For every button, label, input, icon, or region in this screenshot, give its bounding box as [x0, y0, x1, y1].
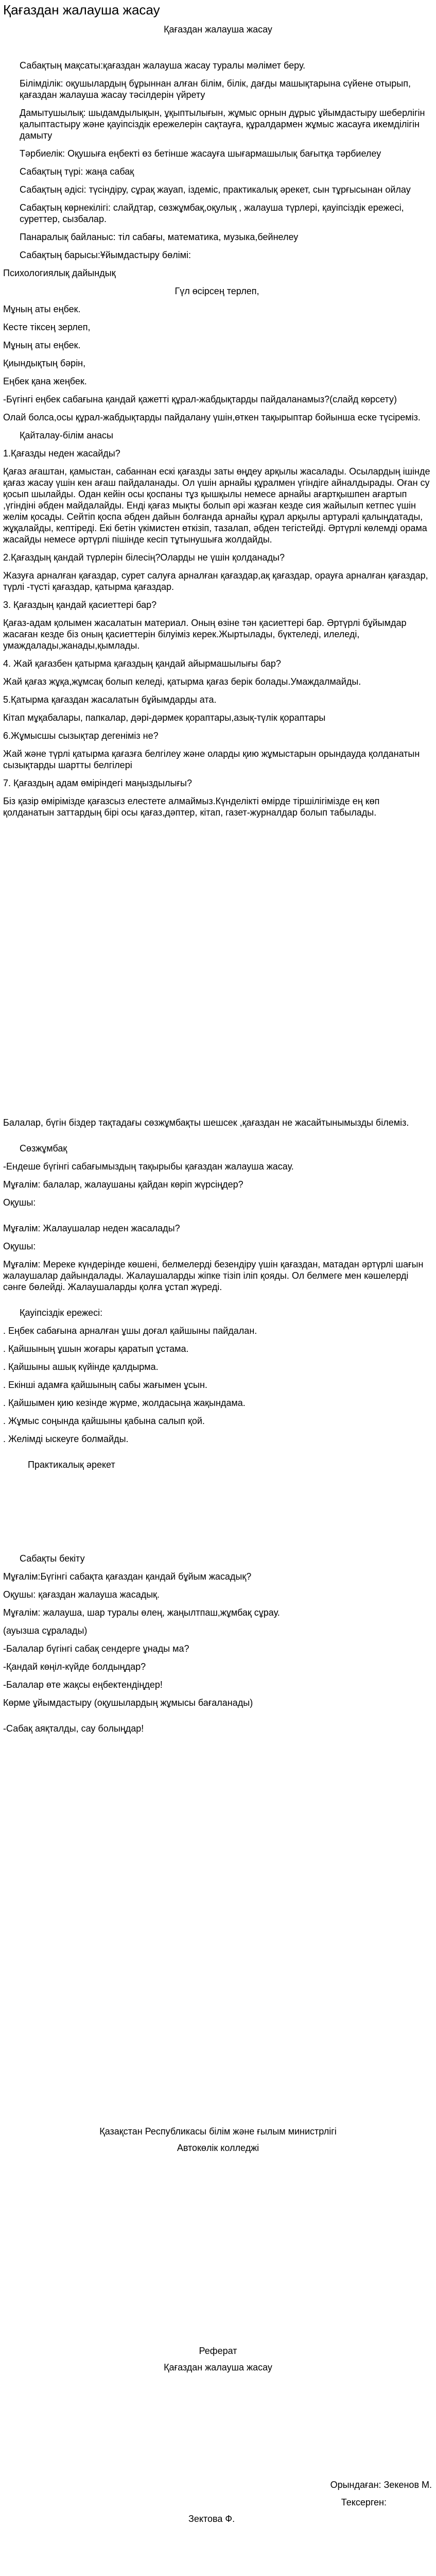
- answer-2: Жазуға арналған қағаздар, сурет салуға арналған қағаздар,ақ қағаздар, орауға арналған қағаздар, түрлі -түсті қағаздар, қатырма қағаздар.: [3, 570, 428, 592]
- question-6: 6.Жұмысшы сызықтар дегеніміз не?: [3, 731, 159, 741]
- pupil-answer-2: Оқушы:: [3, 1241, 36, 1251]
- lesson-type: Сабақтың түрі: жаңа сабақ: [20, 166, 134, 177]
- answer-7: Біз қазір өміріміздe қағазсыз елестете алмаймыз.Күнделікті өмірде тіршілігімізде ең көп қолданатын заттардың бірі осы қағаз,дәптер, кітап, газет-журналдар болып табылады.: [3, 796, 380, 818]
- teacher-explanation: Мұғалім: Мереке күндерінде көшені, белмелерді безендіру үшін қағаздан, матадан әртүрлі шағын жалаушалар дайындалады. Жалаушаларды жіпке тізіп іліп қояды. Ол белмеге мен кәшелерді сәнге бөлейді. Жалаушаларды қолға ұстап жүреді.: [3, 1259, 424, 1292]
- answer-5: Кітап мұқабалары, папкалар, дәрі-дәрмек қораптары,азық-түлік қораптары: [3, 713, 326, 723]
- exhibition-line: Көрме ұйымдастыру (оқушылардың жұмысы бағаланады): [3, 1698, 253, 1708]
- crossword-heading: Сөзжұмбақ: [20, 1143, 67, 1154]
- safety-rule: . Қайшымен қию кезінде жүрме, жолдасыңа жақындама.: [3, 1398, 246, 1408]
- review-intro: Олай болса,осы құрал-жабдықтарды пайдалану үшін,өткен тақырыптар бойынша еске түсіреміз.: [3, 412, 421, 422]
- lesson-topic: -Ендеше бүгінгі сабағымыздың тақырыбы қағаздан жалауша жасау.: [3, 1161, 294, 1172]
- safety-rule: . Жұмыс соңында қайшыны қабына салып қой.: [3, 1416, 205, 1426]
- author-line: Орындаған: Зекенов М.: [330, 2480, 432, 2490]
- question-5: 5.Қатырма қағаздан жасалатын бұйымдарды ата.: [3, 694, 217, 705]
- report-kind: Реферат: [199, 2346, 237, 2356]
- poem-line: Мұның аты еңбек.: [3, 340, 81, 350]
- teacher-question-where: Мұғалім: балалар, жалаушаны қайдан көріп жүрсіңдер?: [3, 1179, 243, 1190]
- question-4: 4. Жай қағазбен қатырма қағаздың қандай айырмашылығы бар?: [3, 658, 281, 669]
- psych-heading: Психологиялық дайындық: [3, 268, 116, 278]
- lesson-goal: Сабақтың мақсаты:қағаздан жалауша жасау туралы мәлімет беру.: [20, 60, 306, 71]
- question-mood: -Қандай көңіл-күйде болдыңдар?: [3, 1662, 146, 1672]
- closing-heading: Сабақты бекіту: [20, 1553, 85, 1564]
- praise-line: -Балалар өте жақсы еңбектендіңдер!: [3, 1680, 163, 1690]
- lesson-main-section: [3, 1117, 431, 1741]
- safety-rule: . Еңбек сабағына арналған ұшы доғал қайшыны пайдалан.: [3, 1326, 257, 1336]
- safety-heading: Қауіпсіздік ережесі:: [20, 1308, 103, 1318]
- safety-rule: . Екінші адамға қайшының сабы жағымен ұсын.: [3, 1380, 207, 1390]
- lesson-process: Сабақтың барысы:Ұйымдастыру бөлімі:: [20, 250, 191, 260]
- answer-1: Қағаз ағаштан, қамыстан, сабаннан ескі қағазды заты өңдеу арқылы жасалады. Осылардың ішінде қағаз жасау үшін кен ағаш пайдаланады. Ол үшін арнайы құралмен үгіндіге айналдырады. Оған су қосып шылайды. Одан кейін осы қоспаны тұз қышқылы немесе арнайы ағартқышпен ағартып ,үгіндіні әбден майдалайды. Енді қағаз мықты болып әрі жазған кезде сия жайылып кетпес үшін желім қосады. Сейтіп қоспа әбден дайын болғанда арнайы құрал арқылы артуралі қалыңдатады, жұқалайды, кептіреді. Екі бетін үкімистен өткізіп, тазалап, әбден тегістейді. Әртүрлі көлемді орама жасайды немесе әртүрлі пішінде кесіп тұтынушыға жолдайды.: [3, 466, 430, 545]
- question-tools: -Бүгінгі еңбек сабағына қандай қажетті құрал-жабдықтарды пайдаланамыз?(слайд көрсету): [3, 394, 397, 404]
- question-7: 7. Қағаздың адам өміріндегі маңыздылығы?: [3, 778, 192, 788]
- safety-rule: . Қайшыны ашық күйінде қалдырма.: [3, 1362, 159, 1372]
- teacher-name: Зектова Ф.: [188, 2514, 235, 2524]
- lesson-developmental-aim: Дамытушылық: шыдамдылықын, ұқыптылығын, жұмыс орнын дұрыс ұйымдастыру шеберлігін қалыптастыру және қауіпсіздік ережелерін сақтауға, құралдармен жұмыс жасауға икемділігін дамыту: [20, 108, 425, 141]
- poem-line: Еңбек қана жеңбек.: [3, 376, 87, 386]
- lesson-educational-aim: Білімділік: оқушылардың бұрыннан алған білім, білік, дағды машықтарына сүйене отырып, қағаздан жалауша жасау тәсілдерін үйрету: [20, 78, 411, 100]
- report-topic: Қағаздан жалауша жасау: [164, 2362, 272, 2372]
- practice-heading: Практикалық әрекет: [28, 1460, 115, 1470]
- document-subtitle: Қағаздан жалауша жасау: [164, 24, 272, 35]
- poem-centered-line: Гүл өсірсең терлеп,: [175, 286, 259, 296]
- teacher-question-what: Мұғалім: Жалаушалар неден жасалады?: [3, 1223, 180, 1233]
- review-heading: Қайталау-білім анасы: [20, 430, 113, 440]
- poem-line: Мұның аты еңбек.: [3, 304, 81, 314]
- safety-rule: . Қайшының ұшын жоғары қаратып ұстама.: [3, 1344, 189, 1354]
- question-2: 2.Қағаздың қандай түрлерін білесің?Оларды не үшін қолданады?: [3, 552, 285, 563]
- document-title: Қағаздан жалауша жасау: [3, 2, 160, 18]
- answer-6: Жай және түрлі қатырма қағазға белгілеу және оларды қию жұмыстарын орындауда қолданатын сызықтарды шартты белгілері: [3, 749, 420, 770]
- question-liked: -Балалар бүгінгі сабақ сендерге ұнады ма?: [3, 1643, 189, 1654]
- lesson-method: Сабақтың әдісі: түсіндіру, сұрақ жауап, іздеміс, практикалық әрекет, сын тұрғысынан ойлау: [20, 184, 411, 195]
- college-line: Автокөлік колледжі: [177, 2143, 259, 2153]
- lesson-upbringing-aim: Тәрбиелік: Оқушыға еңбекті өз бетінше жасауға шығармашылық бағытқа тәрбиелеу: [20, 148, 381, 159]
- teacher-question-poem: Мұғалім: жалауша, шар туралы өлең, жаңылтпаш,жұмбақ сұрау.: [3, 1607, 280, 1618]
- question-1: 1.Қағазды неден жасайды?: [3, 448, 120, 459]
- oral-note: (ауызша сұралады): [3, 1625, 88, 1636]
- lesson-interdisciplinary-links: Панаралық байланыс: тіл сабағы, математика, музыка,бейнелеу: [20, 232, 299, 242]
- safety-rule: . Желімді ыскеуге болмайды.: [3, 1434, 129, 1444]
- pupil-answer-1: Оқушы:: [3, 1197, 36, 1208]
- crossword-intro: Балалар, бүгін біздер тақтадағы сөзжұмбақты шешсек ,қағаздан не жасайтынымызды білеміз.: [3, 1117, 409, 1128]
- checked-by-label: Тексерген:: [341, 2497, 387, 2507]
- answer-4: Жай қағаз жұқа,жұмсақ болып келеді, қатырма қағаз берік болады.Умаждалмайды.: [3, 676, 361, 687]
- answer-3: Қағаз-адам қолымен жасалатын материал. Оның өзіне тән қасиеттері бар. Әртүрлі бұйымдар жасаған кезде біз оның қасиеттерін білуіміз керек.Жыртылады, бүктеледі, илеледі, умаждалады,жанады,қымлады.: [3, 618, 407, 651]
- pupil-answer-fix: Оқушы: қағаздан жалауша жасадық.: [3, 1589, 160, 1600]
- lesson-plan-section: [3, 60, 431, 825]
- poem-line: Қиындықтың бәрін,: [3, 358, 86, 368]
- question-3: 3. Қағаздың қандай қасиеттері бар?: [3, 600, 157, 610]
- farewell-line: -Сабақ аяқталды, сау болыңдар!: [3, 1723, 144, 1734]
- teacher-question-fix: Мұғалім:Бүгінгі сабақта қағаздан қандай бұйым жасадық?: [3, 1571, 252, 1582]
- ministry-line: Қазақстан Республикасы білім және ғылым министрлігі: [99, 2126, 337, 2137]
- lesson-visual-aids: Сабақтың көрнекілігі: слайдтар, сөзжұмбақ,оқулық , жалауша түрлері, қауіпсіздік ережесі, суреттер, сызбалар.: [20, 202, 404, 224]
- poem-line: Кесте тіксең зерлеп,: [3, 322, 91, 332]
